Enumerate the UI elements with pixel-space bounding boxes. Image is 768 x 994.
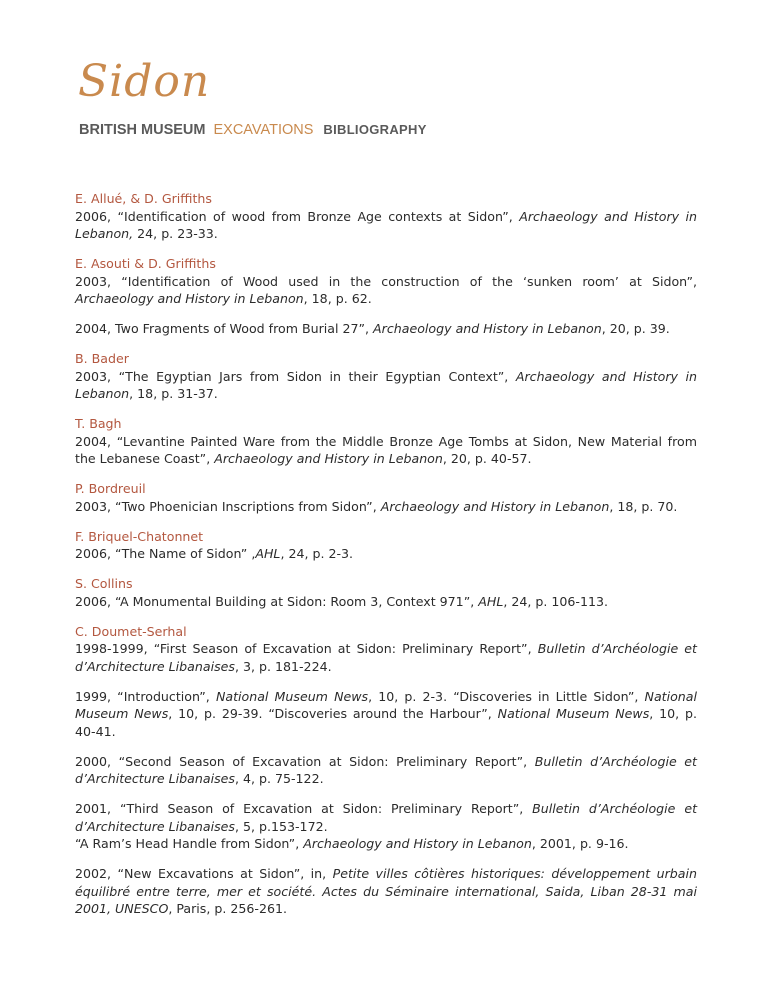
- reference-text: , 10, p. 40-41.: [75, 706, 698, 739]
- reference-text: 2006, “The Name of Sidon” ,: [75, 546, 256, 561]
- entry-reference: [75, 865, 697, 918]
- reference-journal: Bulletin d’Archéologie et d’Architecture Libanaises: [75, 801, 698, 834]
- bibliography-entry: [75, 800, 697, 853]
- reference-text: 2006, “A Monumental Building at Sidon: Room 3, Context 971”,: [75, 593, 479, 609]
- reference-journal: Archaeology and History in Lebanon: [214, 451, 443, 466]
- entry-reference: [75, 368, 697, 403]
- entry-reference: [75, 835, 697, 853]
- entry-author: E. Allué, & D. Griffiths: [75, 191, 212, 206]
- reference-journal: AHL: [478, 593, 504, 609]
- bibliography-list: [75, 190, 697, 930]
- reference-text: 2006, “Identification of wood from Bronze Age contexts at Sidon”,: [75, 208, 520, 224]
- page-header: [79, 122, 427, 138]
- reference-journal: Archaeology and History in Lebanon: [380, 498, 610, 514]
- reference-journal: Archaeology and History in Lebanon: [303, 836, 532, 851]
- bibliography-entry: [75, 350, 697, 403]
- entry-author: C. Doumet-Serhal: [75, 623, 187, 639]
- entry-author: S. Collins: [75, 576, 133, 591]
- reference-text: , 3, p. 181-224.: [234, 658, 332, 674]
- reference-text: 2003, “Two Phoenician Inscriptions from Sidon”,: [75, 498, 381, 514]
- reference-journal: AHL: [255, 546, 281, 561]
- reference-journal: National Museum News: [75, 688, 698, 721]
- reference-text: 1999, “Introduction”,: [75, 688, 216, 704]
- bibliography-entry: [75, 415, 697, 468]
- reference-journal: National Museum News: [215, 688, 369, 704]
- entry-reference: [75, 800, 697, 835]
- entry-reference: [75, 273, 697, 308]
- reference-text: 2003, “The Egyptian Jars from Sidon in their Egyptian Context”,: [75, 368, 516, 384]
- entry-author: T. Bagh: [75, 416, 122, 431]
- reference-journal: Bulletin d’Archéologie et d’Architecture Libanaises: [75, 753, 697, 786]
- reference-journal: Archaeology and History in Lebanon: [75, 368, 697, 401]
- bibliography-entry: [75, 623, 697, 676]
- reference-text: 2004, “Levantine Painted Ware from the Middle Bronze Age Tombs at Sidon, New Material from the Lebanese Coast”,: [75, 433, 697, 466]
- reference-journal: National Museum News: [497, 706, 650, 721]
- reference-journal: Archaeology and History in Lebanon: [75, 291, 304, 306]
- entry-author: E. Asouti & D. Griffiths: [75, 256, 216, 271]
- reference-text: , 4, p. 75-122.: [234, 771, 324, 786]
- bibliography-entry: [75, 575, 697, 610]
- reference-text: , Paris, p. 256-261.: [168, 901, 287, 916]
- sidon-logo: Sidon: [78, 56, 211, 107]
- entry-author: F. Briquel-Chatonnet: [75, 528, 204, 544]
- reference-text: , 10, p. 2-3. “Discoveries in Little Sidon”,: [368, 688, 645, 704]
- reference-journal: Archaeology and History in Lebanon: [373, 321, 602, 336]
- reference-text: , 10, p. 29-39. “Discoveries around the Harbour”,: [168, 706, 498, 721]
- bibliography-entry: [75, 190, 697, 243]
- entry-reference: [75, 498, 697, 516]
- reference-text: , 18, p. 31-37.: [129, 386, 218, 401]
- header-excavations: EXCAVATIONS: [213, 122, 314, 138]
- reference-text: “A Ram’s Head Handle from Sidon”,: [75, 836, 304, 851]
- entry-reference: [75, 208, 697, 243]
- entry-author: P. Bordreuil: [75, 481, 146, 496]
- reference-journal: Petite villes côtières historiques: développement urbain équilibré entre terre, mer et société. Actes du Séminaire international, Saida, Liban 28-31 mai 2001, UNESCO: [75, 866, 697, 916]
- header-bibliography: BIBLIOGRAPHY: [323, 122, 427, 137]
- reference-text: , 20, p. 39.: [601, 321, 670, 336]
- reference-journal: Archaeology and History in Lebanon,: [75, 208, 697, 241]
- reference-text: 24, p. 23-33.: [133, 226, 218, 241]
- reference-text: 2002, “New Excavations at Sidon”, in,: [75, 866, 333, 881]
- reference-text: 2003, “Identification of Wood used in the construction of the ‘sunken room’ at Sidon”,: [75, 273, 697, 289]
- reference-text: , 18, p. 70.: [609, 498, 678, 514]
- bibliography-entry: [75, 480, 697, 515]
- reference-text: , 24, p. 106-113.: [503, 593, 609, 609]
- header-british-museum: BRITISH MUSEUM: [79, 122, 206, 138]
- reference-text: 1998-1999, “First Season of Excavation at Sidon: Preliminary Report”,: [75, 641, 538, 656]
- entry-reference: [75, 545, 697, 563]
- entry-reference: [75, 640, 697, 675]
- reference-text: 2000, “Second Season of Excavation at Sidon: Preliminary Report”,: [75, 753, 535, 769]
- reference-text: 2001, “Third Season of Excavation at Sidon: Preliminary Report”,: [75, 801, 533, 816]
- bibliography-entry: [75, 255, 697, 308]
- entry-reference: [75, 433, 697, 468]
- bibliography-entry: [75, 528, 697, 563]
- bibliography-entry: [75, 753, 697, 788]
- entry-reference: [75, 753, 697, 788]
- bibliography-entry: [75, 688, 697, 741]
- entry-author: B. Bader: [75, 351, 129, 366]
- reference-text: , 2001, p. 9-16.: [531, 836, 629, 851]
- entry-reference: [75, 320, 697, 338]
- entry-reference: [75, 688, 697, 741]
- reference-text: , 24, p. 2-3.: [280, 546, 354, 561]
- bibliography-entry: [75, 320, 697, 338]
- entry-reference: [75, 593, 697, 611]
- reference-text: 2004, Two Fragments of Wood from Burial 27”,: [75, 321, 374, 336]
- reference-journal: Bulletin d’Archéologie et d’Architecture Libanaises: [75, 641, 697, 674]
- reference-text: , 5, p.153-172.: [234, 818, 328, 834]
- reference-text: , 20, p. 40-57.: [442, 451, 532, 466]
- bibliography-entry: [75, 865, 697, 918]
- reference-text: , 18, p. 62.: [303, 291, 372, 306]
